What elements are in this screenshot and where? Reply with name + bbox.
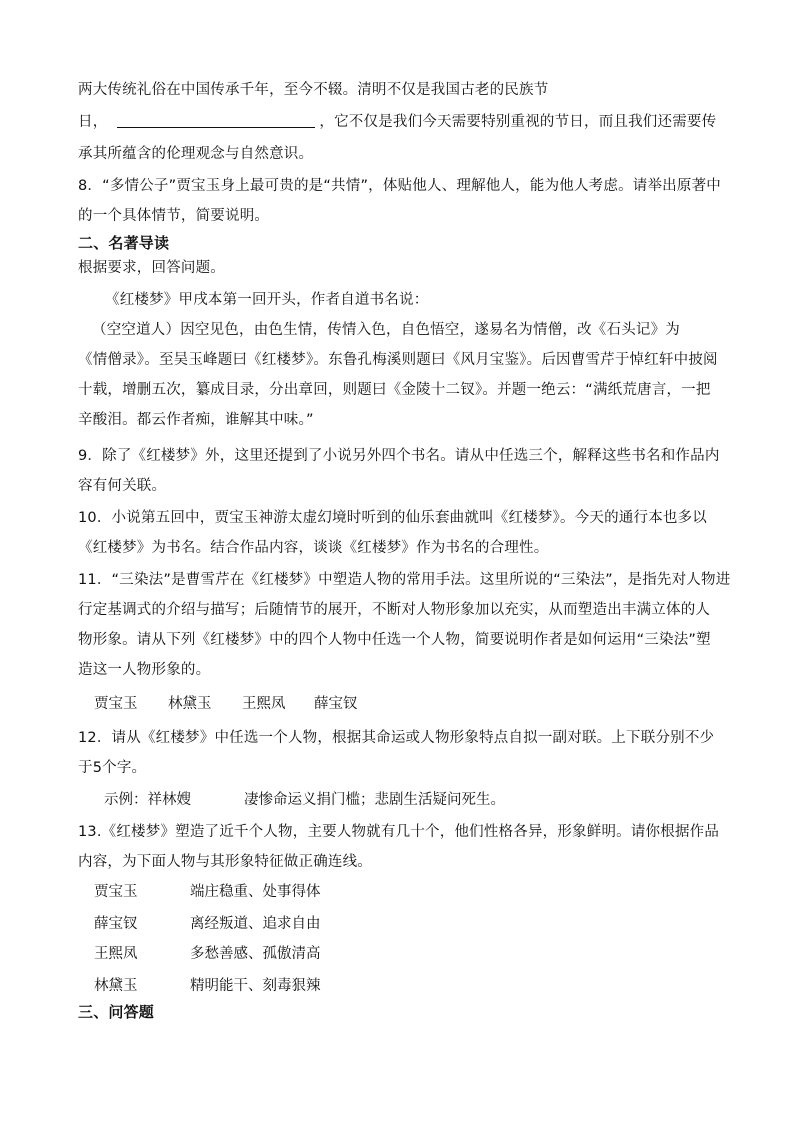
question-11-cont: 行定基调式的介绍与描写；后随情节的展开，不断对人物形象加以充实，从而塑造出丰满立体的人: [78, 602, 711, 618]
question-13-cont: 内容，为下面人物与其形象特征做正确连线。: [78, 854, 372, 870]
text-line: 承其所蕴含的伦理观念与自然意识。: [78, 146, 314, 162]
fill-blank-line: [78, 112, 716, 132]
character-option: 王熙凤: [242, 696, 286, 712]
match-trait: 端庄稳重、处事得体: [190, 884, 321, 900]
question-10-cont: 《红楼梦》为书名。结合作品内容，谈谈《红楼梦》作为书名的合理性。: [78, 540, 549, 556]
question-13: 13.《红楼梦》塑造了近千个人物，主要人物就有几十个，他们性格各异，形象鲜明。请你根据作品: [78, 824, 720, 840]
passage-line: 《情僧录》。至吴玉峰题曰《红楼梦》。东鲁孔梅溪则题曰《风月宝鉴》。后因曹雪芹于悼红轩中披阅: [78, 352, 718, 368]
match-name: 贾宝玉: [94, 884, 138, 900]
match-name: 林黛玉: [94, 978, 138, 994]
character-option: 薛宝钗: [314, 696, 358, 712]
example-label: 示例：祥林嫂: [104, 792, 191, 808]
question-8-cont: 的一个具体情节，简要说明。: [78, 208, 270, 224]
answer-blank[interactable]: [117, 113, 315, 128]
text-fragment: ，它不仅是我们今天需要特别重视的节日，而且我们还需要传: [319, 114, 717, 130]
question-10: 10．小说第五回中，贾宝玉神游太虚幻境时听到的仙乐套曲就叫《红楼梦》。今天的通行本也多以: [78, 510, 707, 526]
example-text: 凄惨命运义捐门槛；悲剧生活疑问死生。: [244, 792, 505, 808]
section-heading-2: 二、名著导读: [78, 234, 170, 252]
passage-line: 辛酸泪。都云作者痴，谁解其中味。”: [78, 412, 314, 428]
question-11: 11．“三染法”是曹雪芹在《红楼梦》中塑造人物的常用手法。这里所说的“三染法”，是指先对人物进: [78, 572, 731, 588]
question-9-cont: 容有何关联。: [78, 478, 167, 494]
match-name: 薛宝钗: [94, 916, 138, 932]
section-heading-3: 三、问答题: [78, 1003, 155, 1021]
match-trait: 多愁善感、孤傲清高: [190, 946, 321, 962]
character-option: 贾宝玉: [94, 696, 138, 712]
question-8: 8．“多情公子”贾宝玉身上最可贵的是“共情”，体贴他人、理解他人，能为他人考虑。请举出原著中: [78, 178, 721, 194]
question-12-cont: 于5个字。: [78, 760, 147, 776]
section-intro: 根据要求，回答问题。: [78, 260, 225, 276]
question-12: 12．请从《红楼梦》中任选一个人物，根据其命运或人物形象特点自拟一副对联。上下联分别不少: [78, 730, 715, 746]
match-name: 王熙凤: [94, 946, 138, 962]
text-line: 两大传统礼俗在中国传承千年，至今不辍。清明不仅是我国古老的民族节: [78, 82, 549, 98]
passage-intro: 《红楼梦》甲戌本第一回开头，作者自道书名说：: [105, 292, 429, 308]
text-fragment: 日，: [78, 114, 108, 130]
match-trait: 离经叛道、追求自由: [190, 916, 321, 932]
question-9: 9．除了《红楼梦》外，这里还提到了小说另外四个书名。请从中任选三个，解释这些书名和作品内: [78, 448, 720, 464]
passage-line: （空空道人）因空见色，由色生情，传情入色，自色悟空，遂易名为情僧，改《石头记》为: [92, 322, 680, 338]
passage-line: 十载，增删五次，纂成目录，分出章回，则题曰《金陵十二钗》。并题一绝云：“满纸荒唐言，一把: [78, 382, 711, 398]
match-trait: 精明能干、刻毒狠辣: [190, 978, 321, 994]
question-11-cont: 物形象。请从下列《红楼梦》中的四个人物中任选一个人物，简要说明作者是如何运用“三染法”塑: [78, 632, 711, 648]
question-11-cont: 造这一人物形象的。: [78, 662, 211, 678]
character-option: 林黛玉: [168, 696, 212, 712]
